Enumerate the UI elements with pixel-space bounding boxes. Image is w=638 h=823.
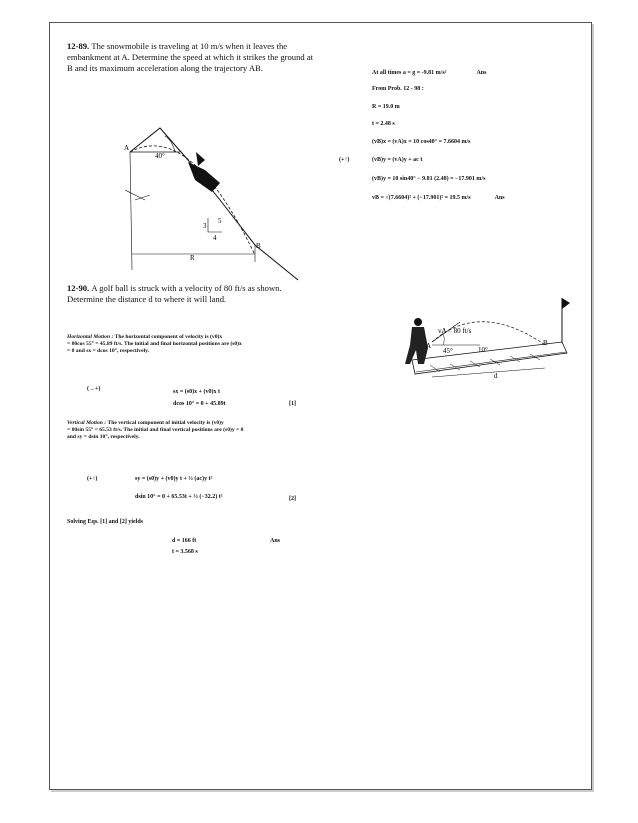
label-B: B — [543, 339, 548, 347]
sol89-line3: R = 19.0 m — [372, 104, 400, 110]
solve-text: Solving Eqs. [1] and [2] yields — [67, 519, 144, 525]
label-3: 3 — [203, 222, 207, 230]
sol89-line4: t = 2.48 s — [372, 121, 395, 127]
label-R: R — [190, 254, 195, 262]
result-d: d = 166 ft — [172, 538, 197, 544]
sol89-line8: vB = √(7.6604)² + (−17.901)² = 19.5 m/s Ans — [372, 195, 505, 201]
label-angle: 40° — [155, 152, 165, 160]
label-10: 10° — [478, 346, 488, 354]
result-ans: Ans — [270, 538, 281, 544]
sol89-line2: From Prob. 12 - 98 : — [372, 86, 424, 92]
label-A: A — [426, 342, 432, 350]
eq1-b: dcos 10° = 0 + 45.89t — [173, 401, 226, 407]
eq1-num: [1] — [289, 401, 296, 407]
eq2-b: dsin 10° = 0 + 65.53t + ½ (−32.2) t² — [135, 494, 223, 500]
sol89-line5: (vB)x = (vA)x = 10 cos40° = 7.6604 m/s — [372, 139, 471, 145]
eq1-a: sx = (s0)x + (v0)x t — [173, 389, 220, 395]
label-B: B — [256, 242, 261, 250]
flag-icon — [562, 298, 570, 343]
label-4: 4 — [213, 234, 217, 242]
eq2-num: [2] — [289, 496, 296, 502]
label-vA: vA = 80 ft/s — [438, 327, 472, 335]
problem-number: 12-90. — [67, 283, 90, 293]
eq2-a: sy = (s0)y + (v0)y t + ½ (ac)y t² — [135, 476, 213, 482]
eq1-tag: (→+) — [87, 386, 101, 392]
label-5: 5 — [218, 217, 222, 225]
problem-text: A golf ball is struck with a velocity of 80 ft/s as shown. Determine the distance d to where it will land. — [67, 283, 282, 304]
problem-text: The snowmobile is traveling at 10 m/s when it leaves the embankment at A. Determine the speed at which it strikes the ground at B and its maximum acceleration along the trajectory AB. — [67, 41, 314, 73]
result-t: t = 3.568 s — [172, 549, 198, 555]
horizontal-motion: Horizontal Motion : The horizontal component of velocity is (v0)x = 80cos 55° = 45.89 ft/s. The initial and final horizontal positions are (s0)x = 0 and sx = dcos 10°, respectively. — [67, 334, 242, 354]
eq2-tag: (+↑) — [87, 476, 98, 482]
label-A: A — [124, 144, 130, 152]
problem-number: 12-89. — [67, 41, 90, 51]
golfer-icon — [405, 318, 428, 364]
label-d: d — [494, 372, 498, 380]
label-45: 45° — [443, 347, 453, 355]
sol89-line7: (vB)y = 10 sin40° − 9.81 (2.48) = −17.901 m/s — [372, 176, 486, 182]
vertical-motion: Vertical Motion : The vertical component of initial velocity is (v0)y = 80sin 55° = 65.53 ft/s. The initial and final vertical positions are (s0)y = 0 and sy = dsin 10°, respectively. — [67, 420, 244, 440]
sol89-tag: (+↑) — [339, 157, 350, 163]
sol89-line6: (vB)y = (vA)y + ac t — [372, 157, 423, 163]
sol89-line1: At all times a = g = -9.81 m/s² Ans — [372, 70, 487, 76]
